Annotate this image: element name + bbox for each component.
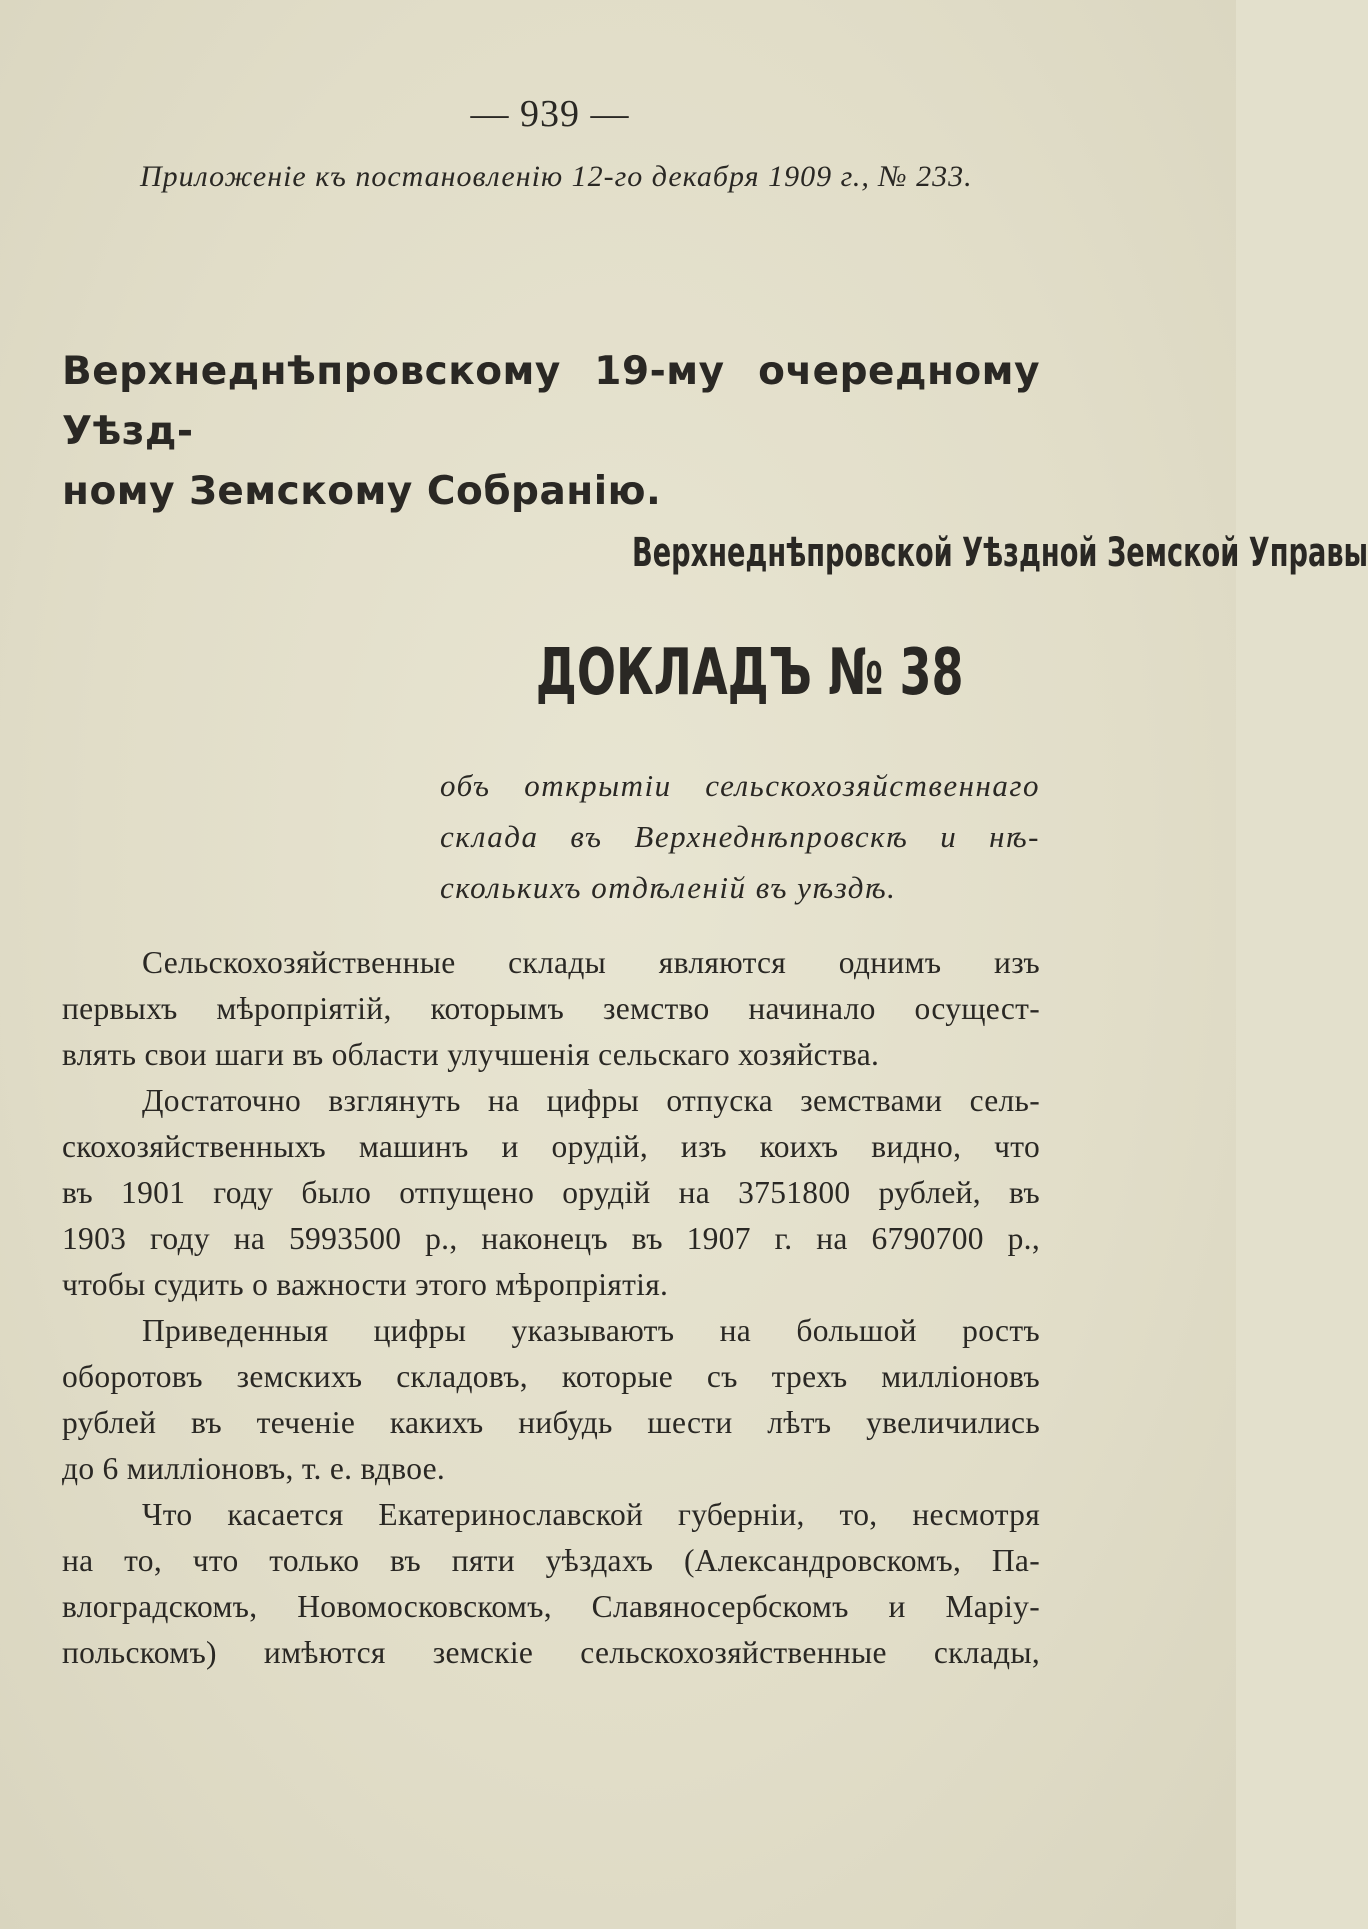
text-line: первыхъ мѣропріятій, которымъ земство начинало осущест- [62,991,1040,1026]
report-subject [440,760,1040,913]
subject-line-2: склада въ Верхнеднѣпровскѣ и нѣ- [440,819,1040,854]
board-name: Верхнеднѣпровской Уѣздной Земской Управы [632,530,1368,576]
text-line: 1903 году на 5993500 р., наконецъ въ 1907 г. на 6790700 р., [62,1221,1040,1256]
text-line: Что касается Екатеринославской губерніи, то, несмотря [142,1497,1040,1532]
text-line: чтобы судить о важности этого мѣропріятія. [62,1267,669,1302]
addressee-heading [62,342,1040,522]
report-title: ДОКЛАДЪ № 38 [535,636,964,710]
text-line: влять свои шаги въ области улучшенія сельскаго хозяйства. [62,1037,880,1072]
paragraph [62,1078,1040,1308]
body-text [62,940,1040,1676]
addressee-line-2: ному Земскому Собранію. [62,469,662,514]
text-line: въ 1901 году было отпущено орудій на 3751800 рублей, въ [62,1175,1040,1210]
page-number: — 939 — [470,93,630,135]
paragraph [62,1492,1040,1676]
text-line: до 6 милліоновъ, т. е. вдвое. [62,1451,446,1486]
text-line: на то, что только въ пяти уѣздахъ (Александровскомъ, Па- [62,1543,1040,1578]
text-line: Достаточно взглянуть на цифры отпуска земствами сель- [142,1083,1040,1118]
text-line: Приведенныя цифры указываютъ на большой ростъ [142,1313,1040,1348]
text-line: влоградскомъ, Новомосковскомъ, Славяносербскомъ и Маріу- [62,1589,1040,1624]
text-line: Сельскохозяйственные склады являются однимъ изъ [142,945,1040,980]
text-line: рублей въ теченіе какихъ нибудь шести лѣтъ увеличились [62,1405,1040,1440]
appendix-note: Приложеніе къ постановленію 12-го декабря 1909 г., № 233. [140,160,973,193]
addressee-line-1: Верхнеднѣпровскому 19-му очередному Уѣзд- [62,349,1040,454]
subject-line-1: объ открытіи сельскохозяйственнаго [440,768,1040,803]
paragraph [62,1308,1040,1492]
text-line: оборотовъ земскихъ складовъ, которые съ трехъ милліоновъ [62,1359,1040,1394]
text-line: скохозяйственныхъ машинъ и орудій, изъ коихъ видно, что [62,1129,1040,1164]
text-line: польскомъ) имѣются земскіе сельскохозяйственные склады, [62,1635,1040,1670]
paragraph [62,940,1040,1078]
subject-line-3: сколькихъ отдѣленій въ уѣздѣ. [440,870,897,905]
